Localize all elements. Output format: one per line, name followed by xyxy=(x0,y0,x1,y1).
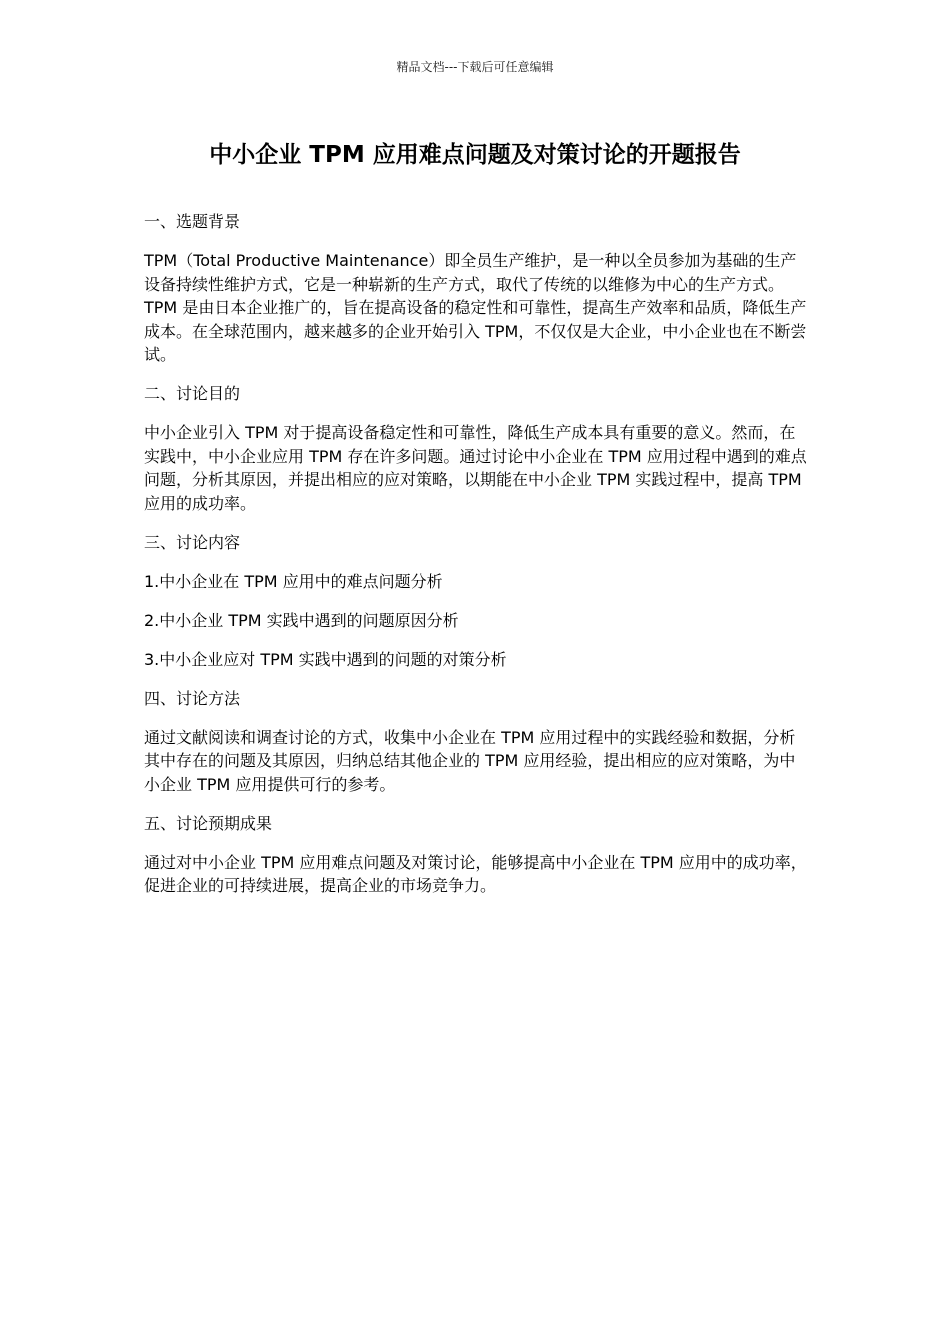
section-heading: 一、选题背景 xyxy=(144,212,241,231)
list-item: 1.中小企业在 TPM 应用中的难点问题分析 xyxy=(144,571,443,591)
document-title: 中小企业 TPM 应用难点问题及对策讨论的开题报告 xyxy=(209,142,741,168)
list-item: 2.中小企业 TPM 实践中遇到的问题原因分析 xyxy=(144,610,459,630)
section-method xyxy=(144,687,810,797)
section-heading: 五、讨论预期成果 xyxy=(144,813,273,833)
paragraph: 通过文献阅读和调查讨论的方式，收集中小企业在 TPM 应用过程中的实践经验和数据，分析其中存在的问题及其原因，归纳总结其他企业的 TPM 应用经验，提出相应的应对策略，为中小企业 TPM 应用提供可行的参考。 xyxy=(144,727,796,794)
section-expected-results xyxy=(144,812,810,898)
document-body xyxy=(144,210,810,913)
paragraph: 中小企业引入 TPM 对于提高设备稳定性和可靠性，降低生产成本具有重要的意义。然而，在实践中，中小企业应用 TPM 存在许多问题。通过讨论中小企业在 TPM 应用过程中遇到的难点问题，分析其原因，并提出相应的应对策略，以期能在中小企业 TPM 实践过程中，提高 TPM 应用的成功率。 xyxy=(144,423,807,513)
header-note: 精品文档---下载后可任意编辑 xyxy=(396,60,554,74)
section-purpose xyxy=(144,382,810,515)
section-heading: 三、讨论内容 xyxy=(144,532,241,552)
section-content xyxy=(144,531,810,672)
section-background xyxy=(144,210,810,367)
paragraph: 通过对中小企业 TPM 应用难点问题及对策讨论，能够提高中小企业在 TPM 应用中的成功率，促进企业的可持续进展，提高企业的市场竞争力。 xyxy=(144,852,807,895)
section-heading: 四、讨论方法 xyxy=(144,688,241,708)
list-item: 3.中小企业应对 TPM 实践中遇到的问题的对策分析 xyxy=(144,649,507,669)
section-heading: 二、讨论目的 xyxy=(144,384,241,403)
paragraph: TPM（Total Productive Maintenance）即全员生产维护，是一种以全员参加为基础的生产设备持续性维护方式，它是一种崭新的生产方式，取代了传统的以维修为中心的生产方式。TPM 是由日本企业推广的，旨在提高设备的稳定性和可靠性，提高生产效率和品质，降低生产成本。在全球范围内，越来越多的企业开始引入 TPM，不仅仅是大企业，中小企业也在不断尝试。 xyxy=(144,251,807,364)
